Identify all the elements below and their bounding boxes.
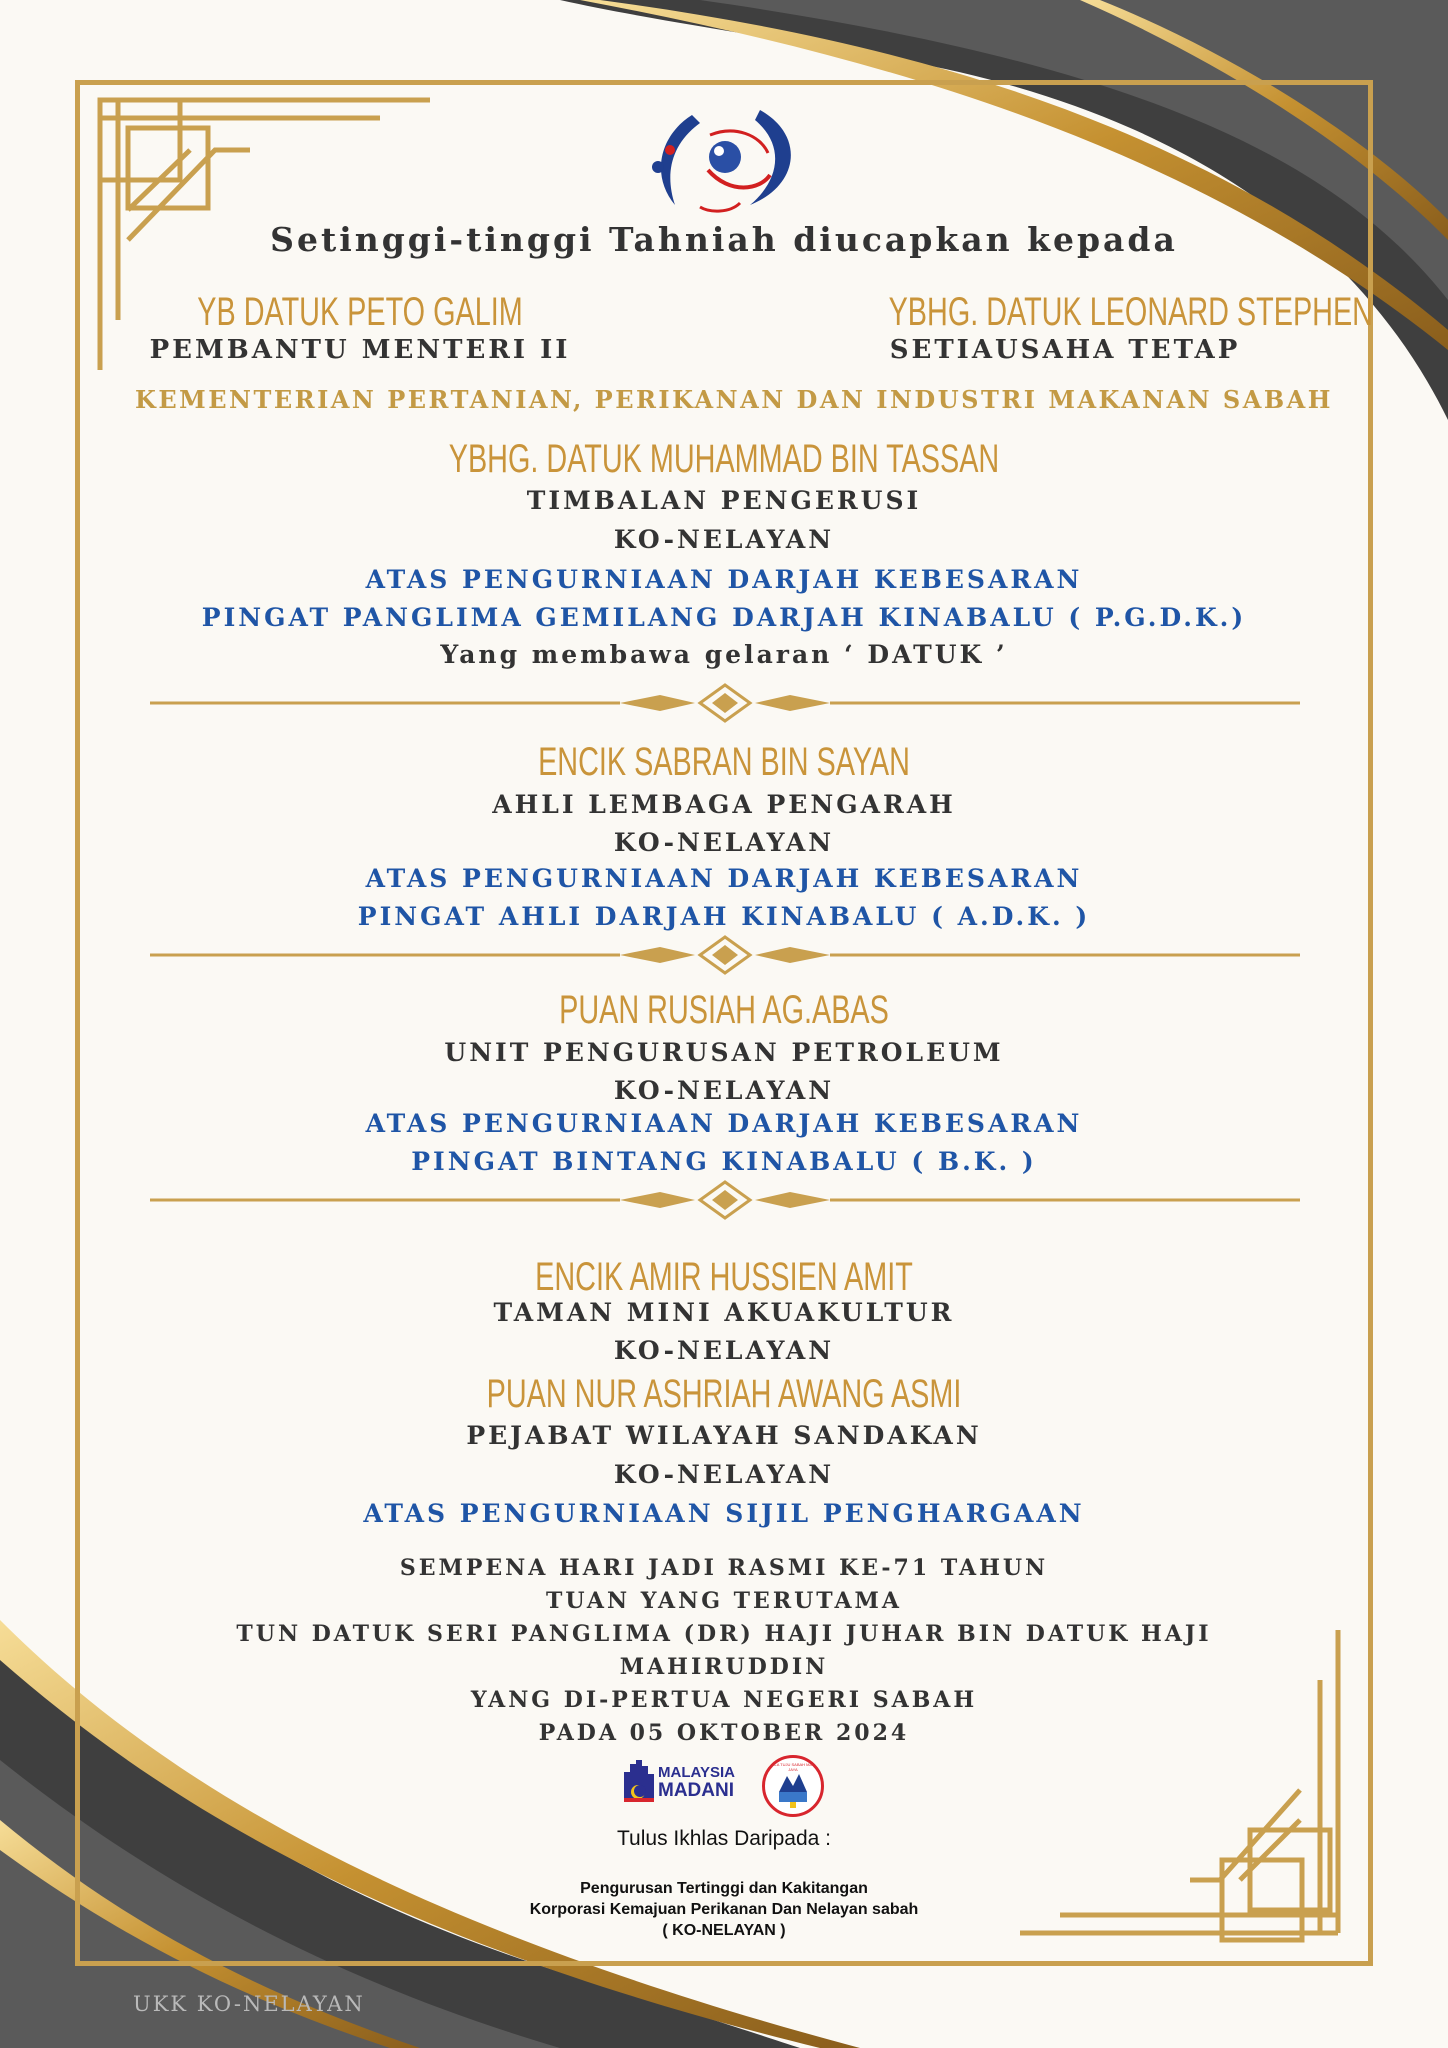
sabah-seal-logo [762, 1755, 824, 1817]
occasion-line: PADA 05 OKTOBER 2024 [538, 1720, 910, 1746]
title-line: Yang membawa gelaran ‘ DATUK ’ [440, 640, 1008, 669]
honoree-org: KO-NELAYAN [613, 525, 835, 554]
madani-text-top: MALAYSIA [658, 1764, 735, 1781]
award-line: ATAS PENGURNIAAN DARJAH KEBESARAN [365, 1109, 1083, 1138]
honoree-name: PUAN RUSIAH AG.ABAS [559, 988, 889, 1032]
person-left [130, 290, 590, 365]
honoree-role: AHLI LEMBAGA PENGARAH [492, 790, 956, 819]
honoree-name: ENCIK AMIR HUSSIEN AMIT [535, 1255, 913, 1299]
sender-line: Korporasi Kemajuan Perikanan Dan Nelayan sabah [529, 1901, 919, 1918]
award-line: PINGAT BINTANG KINABALU ( B.K. ) [411, 1147, 1037, 1176]
sender-line: Pengurusan Tertinggi dan Kakitangan [580, 1880, 868, 1897]
honoree-org: KO-NELAYAN [613, 828, 835, 857]
award-line: ATAS PENGURNIAAN DARJAH KEBESARAN [365, 864, 1083, 893]
occasion-line: TUAN YANG TERUTAMA [546, 1588, 902, 1614]
occasion-line: YANG DI-PERTUA NEGERI SABAH [470, 1687, 978, 1713]
person-name: YBHG. DATUK LEONARD STEPHEN [888, 290, 1373, 334]
award-line: PINGAT AHLI DARJAH KINABALU ( A.D.K. ) [357, 902, 1091, 931]
ko-nelayan-logo [640, 95, 810, 215]
congrats-title: Setinggi-tinggi Tahniah diucapkan kepada [270, 220, 1178, 259]
seal-text: HALA TUJU SABAH MAJU JAYA [768, 1762, 818, 1772]
sender-line: ( KO-NELAYAN ) [662, 1922, 786, 1939]
honoree-name: ENCIK SABRAN BIN SAYAN [538, 740, 910, 784]
ornament-divider [150, 935, 1300, 975]
ornament-divider [150, 1180, 1300, 1220]
ornament-divider [150, 683, 1300, 723]
watermark: UKK KO-NELAYAN [133, 1992, 365, 2016]
honoree-role: UNIT PENGURUSAN PETROLEUM [444, 1038, 1004, 1067]
occasion-line: MAHIRUDDIN [619, 1654, 829, 1680]
award-line: PINGAT PANGLIMA GEMILANG DARJAH KINABALU ( P.G.D.K.) [201, 603, 1247, 632]
from-label: Tulus Ikhlas Daripada : [617, 1827, 831, 1850]
honoree-role: TIMBALAN PENGERUSI [526, 486, 922, 515]
honoree-org: KO-NELAYAN [613, 1336, 835, 1365]
person-name: YB DATUK PETO GALIM [197, 290, 523, 334]
award-line: ATAS PENGURNIAAN SIJIL PENGHARGAAN [363, 1499, 1085, 1528]
ministry-name: KEMENTERIAN PERTANIAN, PERIKANAN DAN INDUSTRI MAKANAN SABAH [135, 385, 1333, 414]
occasion-line: TUN DATUK SERI PANGLIMA (DR) HAJI JUHAR BIN DATUK HAJI [236, 1621, 1212, 1647]
malaysia-madani-logo [620, 1758, 750, 1808]
honoree-org: KO-NELAYAN [613, 1076, 835, 1105]
person-role: PEMBANTU MENTERI II [149, 335, 571, 365]
honoree-org: KO-NELAYAN [613, 1460, 835, 1489]
honoree-role: TAMAN MINI AKUAKULTUR [493, 1298, 955, 1327]
occasion-line: SEMPENA HARI JADI RASMI KE-71 TAHUN [399, 1555, 1049, 1581]
honoree-name: PUAN NUR ASHRIAH AWANG ASMI [486, 1372, 962, 1416]
honoree-role: PEJABAT WILAYAH SANDAKAN [466, 1421, 982, 1450]
person-role: SETIAUSAHA TETAP [889, 335, 1241, 365]
award-line: ATAS PENGURNIAAN DARJAH KEBESARAN [365, 565, 1083, 594]
madani-text-bottom: MADANI [658, 1780, 734, 1801]
person-right [820, 290, 1373, 365]
honoree-name: YBHG. DATUK MUHAMMAD BIN TASSAN [448, 437, 1000, 481]
